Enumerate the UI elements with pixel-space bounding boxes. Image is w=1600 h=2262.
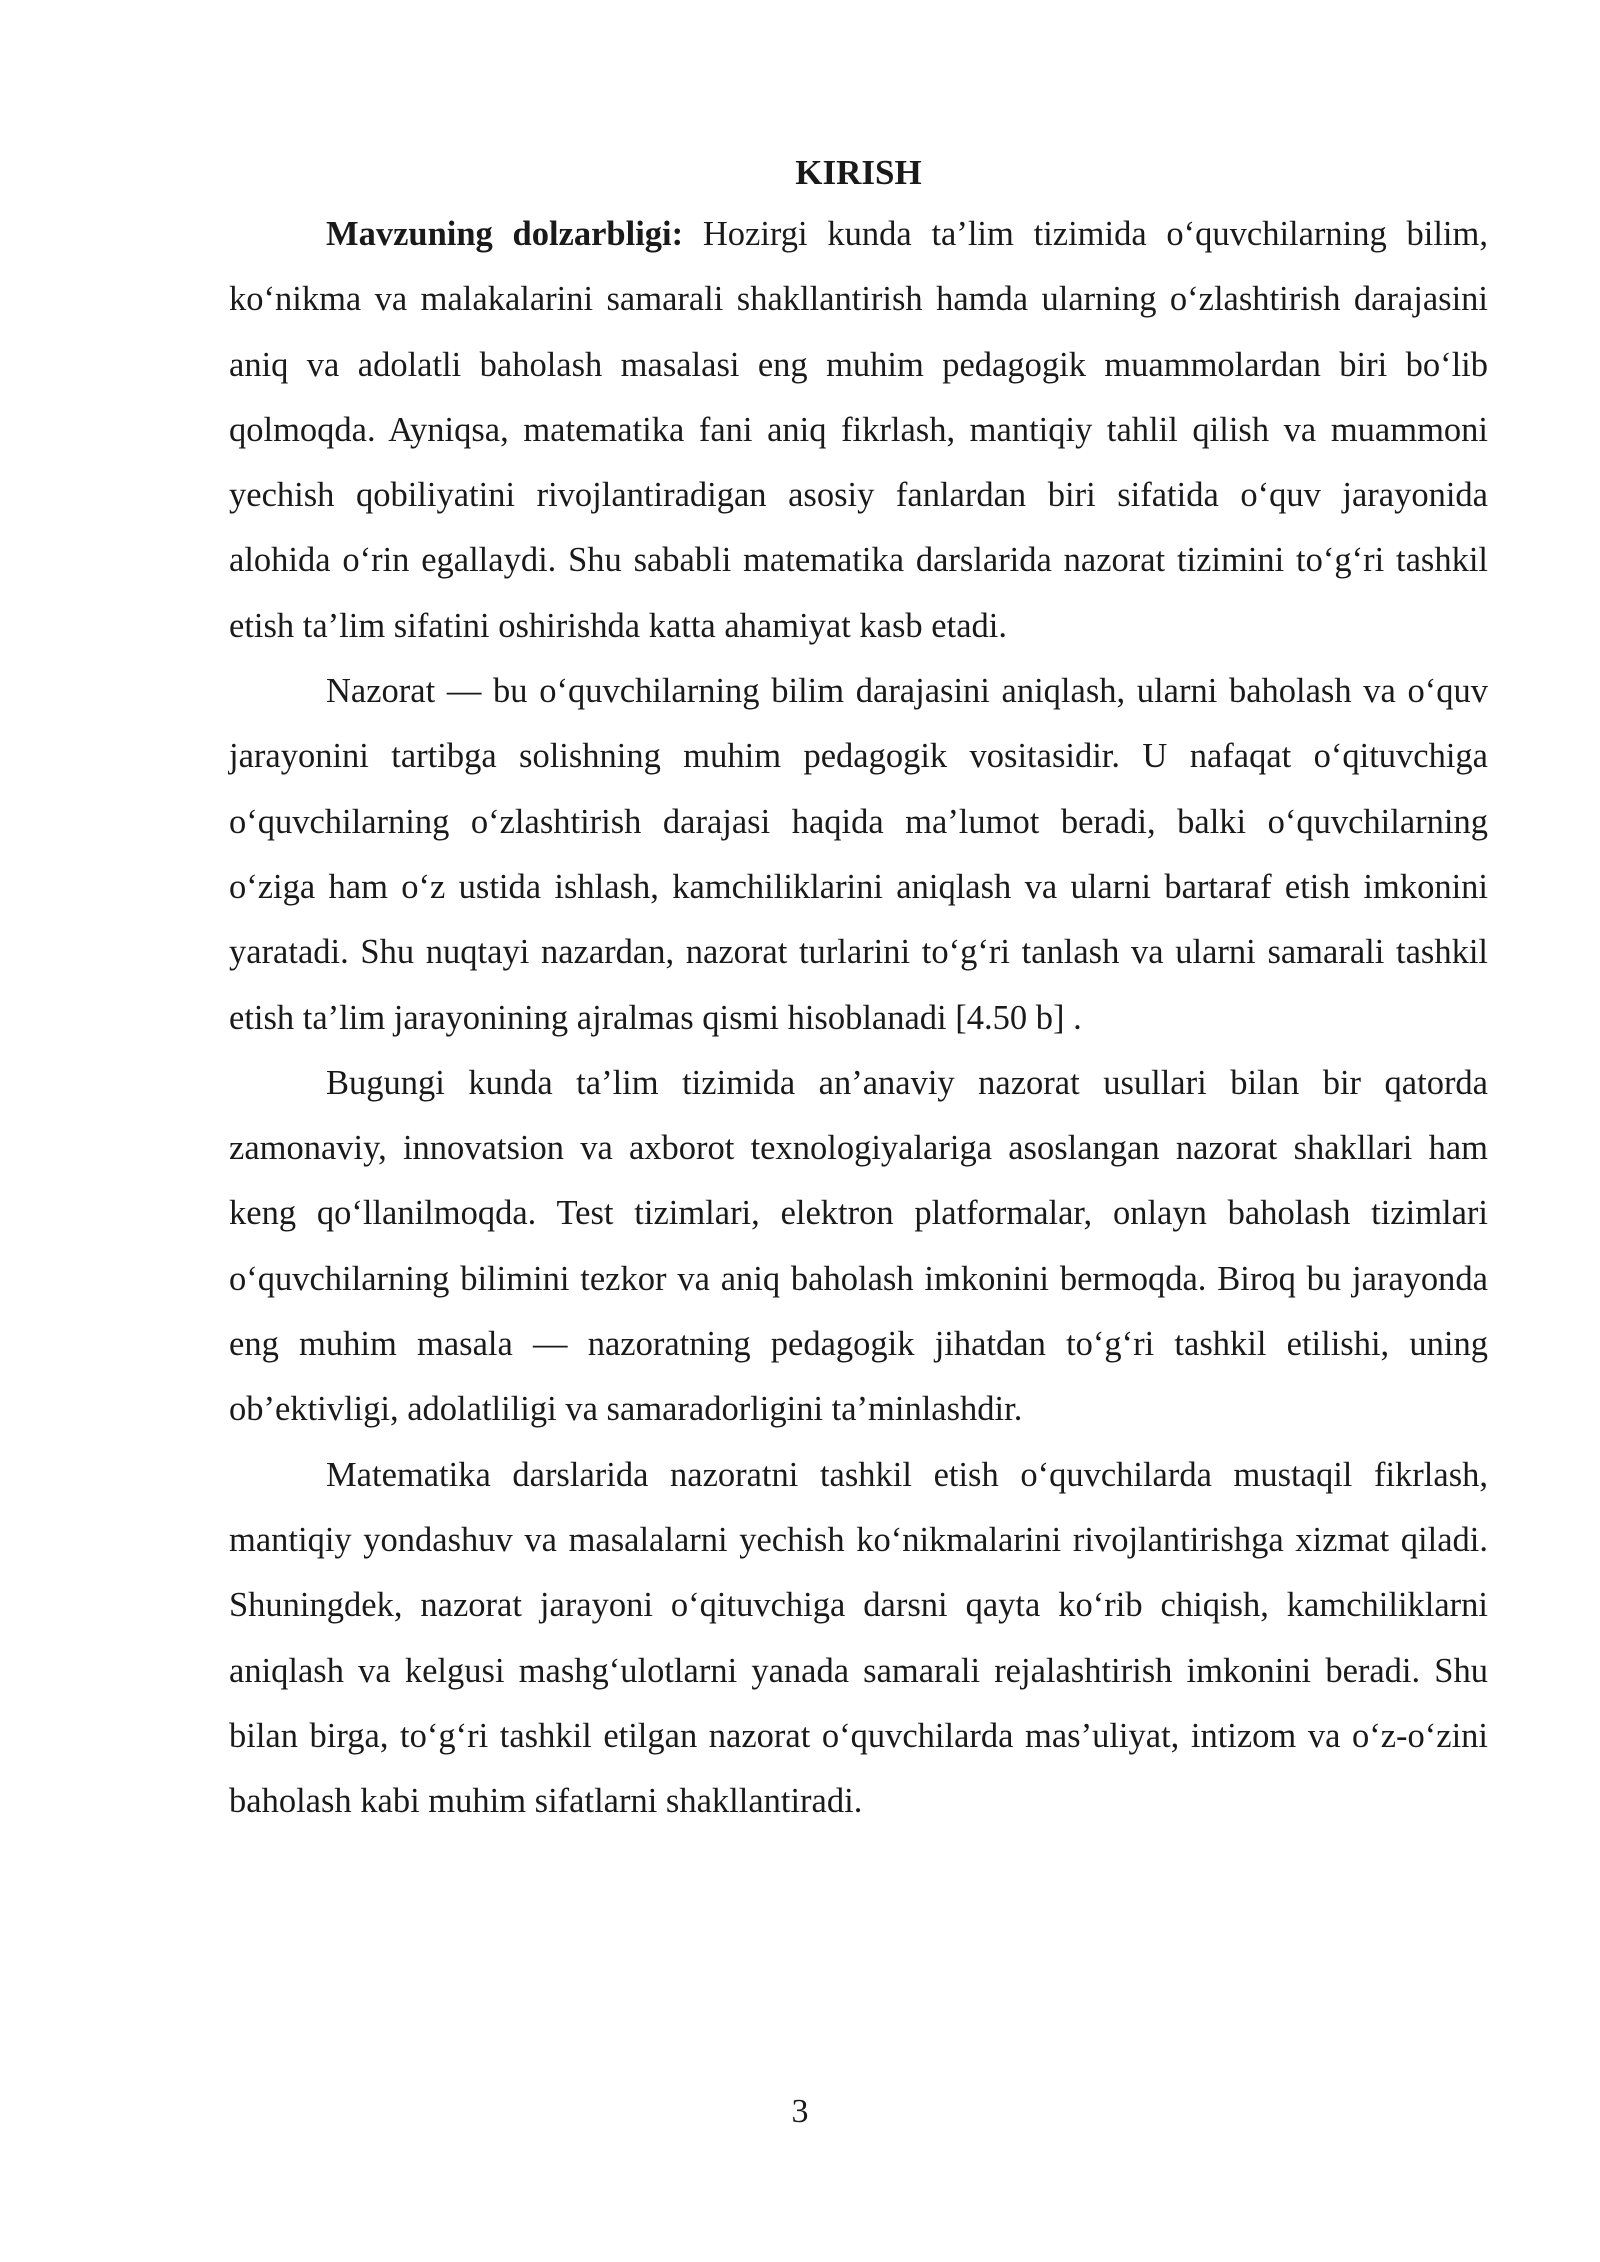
paragraph-text: Hozirgi kunda ta’lim tizimida o‘quvchilarning bilim, ko‘nikma va malakalarini samarali shakllantirish hamda ularning o‘zlashtirish darajasini aniq va adolatli baholash masalasi eng muhim pedagogik muammolardan biri bo‘lib qolmoqda. Ayniqsa, matematika fani aniq fikrlash, mantiqiy tahlil qilish va muammoni yechish qobiliyatini rivojlantiradigan asosiy fanlardan biri sifatida o‘quv jarayonida alohida o‘rin egallaydi. Shu sababli matematika darslarida nazorat tizimini to‘g‘ri tashkil etish ta’lim sifatini oshirishda katta ahamiyat kasb etadi. — [229, 215, 1488, 645]
page-content — [229, 150, 1488, 1834]
paragraph-relevance — [229, 202, 1488, 659]
section-heading: KIRISH — [795, 153, 922, 192]
page-number: 3 — [791, 2093, 809, 2130]
paragraph-math-lessons: Matematika darslarida nazoratni tashkil etish o‘quvchilarda mustaqil fikrlash, mantiqiy yondashuv va masalalarni yechish ko‘nikmalarini rivojlantirishga xizmat qiladi. Shuningdek, nazorat jarayoni o‘qituvchiga darsni qayta ko‘rib chiqish, kamchiliklarni aniqlash va kelgusi mashg‘ulotlarni yanada samarali rejalashtirish imkonini beradi. Shu bilan birga, to‘g‘ri tashkil etilgan nazorat o‘quvchilarda mas’uliyat, intizom va o‘z-o‘zini baholash kabi muhim sifatlarni shakllantiradi. — [229, 1455, 1488, 1821]
paragraph-control-definition: Nazorat — bu o‘quvchilarning bilim darajasini aniqlash, ularni baholash va o‘quv jarayonini tartibga solishning muhim pedagogik vositasidir. U nafaqat o‘qituvchiga o‘quvchilarning o‘zlashtirish darajasi haqida ma’lumot beradi, balki o‘quvchilarning o‘ziga ham o‘z ustida ishlash, kamchiliklarini aniqlash va ularni bartaraf etish imkonini yaratadi. Shu nuqtayi nazardan, nazorat turlarini to‘g‘ri tanlash va ularni samarali tashkil etish ta’lim jarayonining ajralmas qismi hisoblanadi [4.50 b] . — [229, 672, 1488, 1037]
paragraph-lead-label: Mavzuning dolzarbligi: — [326, 215, 684, 253]
paragraph-modern-control: Bugungi kunda ta’lim tizimida an’anaviy nazorat usullari bilan bir qatorda zamonaviy, innovatsion va axborot texnologiyalariga asoslangan nazorat shakllari ham keng qo‘llanilmoqda. Test tizimlari, elektron platformalar, onlayn baholash tizimlari o‘quvchilarning bilimini tezkor va aniq baholash imkonini bermoqda. Biroq bu jarayonda eng muhim masala — nazoratning pedagogik jihatdan to‘g‘ri tashkil etilishi, uning ob’ektivligi, adolatliligi va samaradorligini ta’minlashdir. — [229, 1063, 1488, 1429]
